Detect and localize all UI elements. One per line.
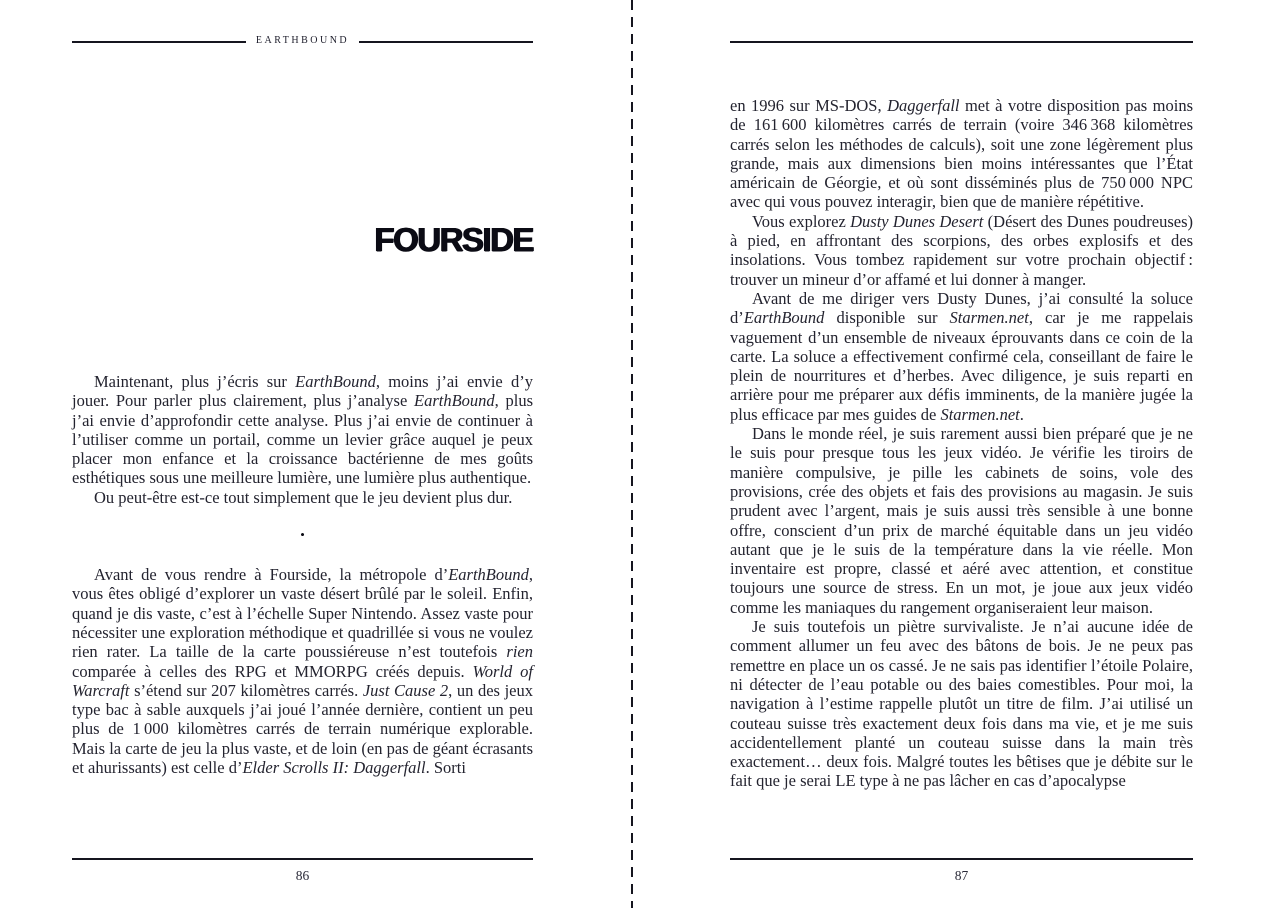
running-head-text: EARTHBOUND [255, 35, 350, 46]
paragraph: Je suis toutefois un piètre survivaliste. Je n’ai aucune idée de comment allumer un feu avec des bâtons de bois. Je ne peux pas remettre en place un os cassé. Je ne sais pas identifier l’étoile Polaire, ni détecter de l’eau potable ou des baies comestibles. Pour moi, la navigation à l’estime rappelle plutôt un titre de film. J’ai utilisé un couteau suisse très exactement deux fois dans ma vie, et je me suis accidentellement planté un couteau suisse dans la main très exactement… deux fois. Malgré toutes les bêtises que je débite sur le fait que je serai LE type à ne pas lâcher en cas d’apocalypse [730, 617, 1193, 791]
running-head-row [72, 36, 533, 47]
right-page [730, 0, 1193, 908]
left-page-number: 86 [295, 868, 310, 883]
paragraph: en 1996 sur MS-DOS, Daggerfall met à votre disposition pas moins de 161 600 kilomètres carrés de terrain (voire 346 368 kilomètres carrés selon les méthodes de calculs), soit une zone légèrement plus grande, mais aux dimensions bien moins intéressantes que l’État américain de Géorgie, et où sont disséminés plus de 750 000 NPC avec qui vous pouvez interagir, bien que de manière répétitive. [730, 96, 1194, 212]
paragraph: Vous explorez Dusty Dunes Desert (Désert des Dunes poudreuses) à pied, en affrontant des scorpions, des orbes explosifs et des insolations. Vous tombez rapidement sur votre prochain objectif : trouver un mineur d’or affamé et lui donner à manger. [730, 211, 1193, 289]
paragraph: Maintenant, plus j’écris sur EarthBound, moins j’ai envie d’y jouer. Pour parler plus clairement, plus j’analyse EarthBound, plus j’ai envie d’approfondir cette analyse. Plus j’ai envie de continuer à l’utiliser comme un portail, comme un levier grâce auquel je peux placer mon enfance et la croissance bactérienne de mes goûts esthétiques sous une meilleure lumière, une lumière plus authentique. [72, 372, 533, 488]
chapter-title: FOURSIDE [374, 221, 533, 258]
spine-fold-divider [631, 0, 633, 908]
right-page-number: 87 [954, 868, 969, 883]
right-header-rule [730, 41, 1193, 43]
left-footer-rule [72, 858, 533, 860]
running-head-rule-left [72, 41, 246, 43]
right-footer-rule [730, 858, 1193, 860]
paragraph: Dans le monde réel, je suis rarement aussi bien préparé que je ne le suis pour presque tous les jeux vidéo. Je vérifie les tiroirs de manière compulsive, je pille les cabinets de soins, vole des provisions, crée des objets et fais des provisions au magasin. Je suis prudent avec l’argent, mais je suis aussi très sensible à une bonne offre, conscient d’un prix de marché équitable dans un jeu vidéo autant que je le suis de la température dans la vie réelle. Mon inventaire est propre, classé et aéré avec attention, et constitue toujours une source de stress. En un mot, je joue aux jeux vidéo comme les maniaques du rangement organiseraient leur maison. [730, 424, 1193, 617]
paragraph: Ou peut-être est-ce tout simplement que le jeu devient plus dur. [94, 487, 513, 507]
left-page [72, 0, 533, 908]
section-separator: • [300, 527, 305, 543]
paragraph: Avant de vous rendre à Fourside, la métropole d’EarthBound, vous êtes obligé d’explorer un vaste désert brûlé par le soleil. Enfin, quand je dis vaste, c’est à l’échelle Super Nintendo. Assez vaste pour nécessiter une exploration méthodique et quadrillée si vous ne voulez rien rater. La taille de la carte poussiéreuse n’est toutefois rien comparée à celles des RPG et MMORPG créés depuis. World of Warcraft s’étend sur 207 kilomètres carrés. Just Cause 2, un des jeux type bac à sable auxquels j’ai joué l’année dernière, contient un peu plus de 1 000 kilomètres carrés de terrain numérique explorable. Mais la carte de jeu la plus vaste, et de loin (en pas de géant écrasants et ahurissants) est celle d’Elder Scrolls II: Daggerfall. Sorti [72, 565, 533, 778]
right-page-text-column [730, 96, 1193, 791]
running-head-rule-right [359, 41, 533, 43]
left-page-text-column [72, 372, 533, 777]
paragraph: Avant de me diriger vers Dusty Dunes, j’ai consulté la soluce d’EarthBound disponible sur Starmen.net, car je me rappelais vaguement d’un ensemble de niveaux éprouvants dans ce coin de la carte. La soluce a effectivement confirmé cela, conseillant de faire le plein de nourritures et d’herbes. Avec diligence, je suis reparti en arrière pour me préparer aux défis imminents, de la manière jugée la plus efficace par mes guides de Starmen.net. [730, 288, 1193, 424]
